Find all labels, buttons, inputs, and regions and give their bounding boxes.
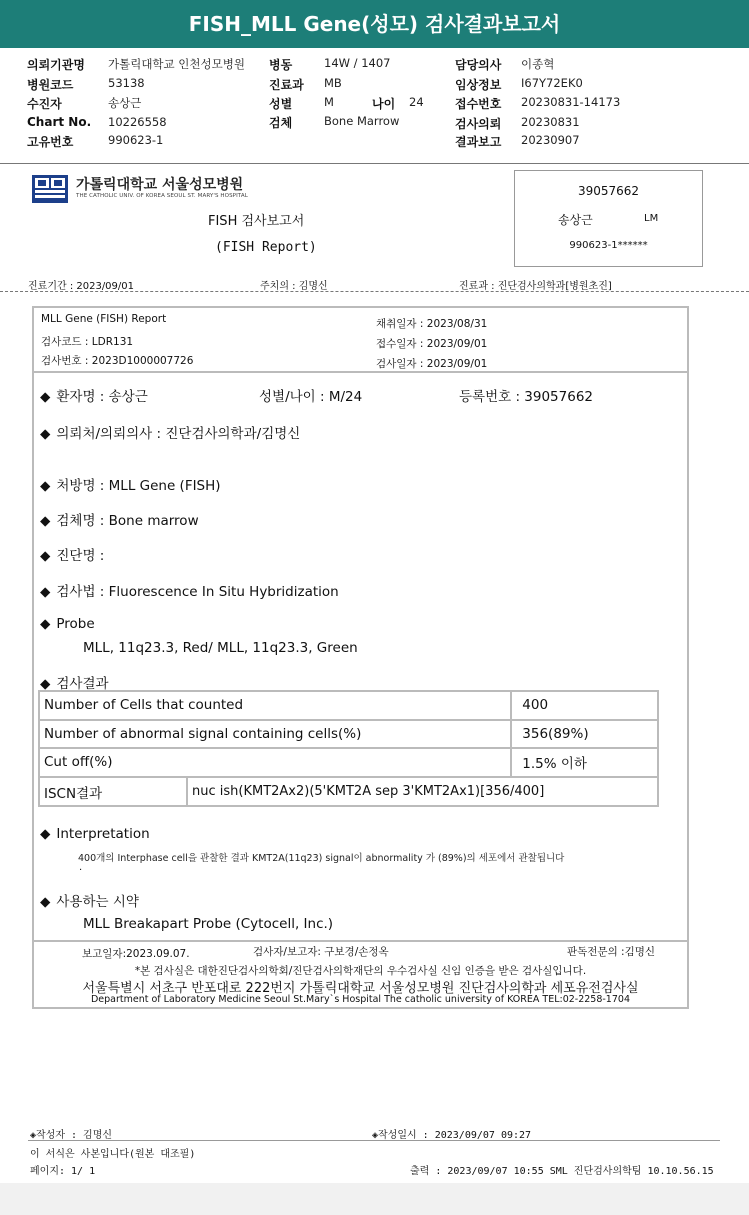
header-value: 53138 xyxy=(108,76,145,90)
diamond-icon: ◆ xyxy=(40,676,51,692)
test-date: 검사일자 : 2023/09/01 xyxy=(376,358,488,370)
patient-name-text: 환자명 : 송상근 xyxy=(56,389,148,405)
reagent-description: MLL Breakapart Probe (Cytocell, Inc.) xyxy=(83,916,334,932)
method-text: 검사법 : Fluorescence In Situ Hybridization xyxy=(56,584,339,600)
header-value: 송상근 xyxy=(108,96,142,110)
interpretation-section xyxy=(40,826,150,842)
test-number: 검사번호 : 2023D1000007726 xyxy=(41,355,194,367)
header-label: 성별 xyxy=(269,97,293,111)
diamond-icon: ◆ xyxy=(40,826,51,842)
header-label: 검체 xyxy=(269,116,293,130)
header-label: 진료과 xyxy=(269,78,304,92)
patient-name: 송상근 xyxy=(558,213,593,227)
report-meta-divider xyxy=(34,371,687,373)
diamond-icon: ◆ xyxy=(40,616,51,632)
interpretation-body: 400개의 Interphase cell을 관찰한 결과 KMT2A(11q23) signal이 abnormality 가 (89%)의 세포에서 관찰됩니다 xyxy=(78,853,565,864)
patient-code: LM xyxy=(644,213,659,224)
institution-department-en: Department of Laboratory Medicine Seoul St.Mary`s Hospital The catholic university of KOREA TEL:02-2258-1704 xyxy=(90,994,630,1005)
order-section xyxy=(40,474,221,494)
test-code: 검사코드 : LDR131 xyxy=(41,336,134,348)
table-row xyxy=(39,777,658,806)
bottom-divider xyxy=(28,1140,720,1141)
patient-id-box xyxy=(514,170,703,267)
header-label: Chart No. xyxy=(27,115,92,129)
hospital-name-en: THE CATHOLIC UNIV. OF KOREA SEOUL ST. MARY'S HOSPITAL xyxy=(76,193,248,199)
header-value: 14W / 1407 xyxy=(324,56,391,70)
specialist: 판독전문의 :김명신 xyxy=(567,946,656,958)
collect-date: 채취일자 : 2023/08/31 xyxy=(376,318,488,330)
header-label: 검사의뢰 xyxy=(455,117,502,131)
report-footer-divider xyxy=(34,940,687,942)
header-label: 병원코드 xyxy=(27,78,74,92)
institution-address: 서울특별시 서초구 반포대로 222번지 가톨릭대학교 서울성모병원 진단검사의학과 세포유전검사실 xyxy=(82,981,639,996)
report-heading-en: (FISH Report) xyxy=(215,240,317,255)
result-section xyxy=(40,672,109,692)
patient-unique-id: 990623-1****** xyxy=(569,240,648,251)
period-divider xyxy=(0,291,749,292)
header-value: 24 xyxy=(409,95,424,109)
header-label: 임상정보 xyxy=(455,78,502,92)
interpretation-text: Interpretation xyxy=(56,826,150,842)
diamond-icon: ◆ xyxy=(40,548,51,564)
reagent-text: 사용하는 시약 xyxy=(56,894,139,910)
specimen-section xyxy=(40,509,199,529)
diamond-icon: ◆ xyxy=(40,389,51,405)
testers: 검사자/보고자: 구보경/손정옥 xyxy=(253,946,389,958)
header-value: M xyxy=(324,95,334,109)
header-label: 의뢰기관명 xyxy=(27,58,85,72)
report-title-bar: FISH_MLL Gene(성모) 검사결과보고서 xyxy=(0,0,749,48)
header-label: 결과보고 xyxy=(455,135,502,149)
header-value: 가톨릭대학교 인천성모병원 xyxy=(108,57,245,71)
report-heading: FISH 검사보고서 xyxy=(208,214,305,229)
reagent-section xyxy=(40,890,139,910)
requester-section xyxy=(40,422,300,442)
diamond-icon: ◆ xyxy=(40,513,51,529)
result-label: Number of abnormal signal containing cells(%) xyxy=(39,720,511,749)
diamond-icon: ◆ xyxy=(40,584,51,600)
result-text: 검사결과 xyxy=(56,676,109,692)
bottom-strip xyxy=(0,1183,749,1215)
header-label: 담당의사 xyxy=(455,58,502,72)
header-value: MB xyxy=(324,76,342,90)
report-date: 보고일자:2023.09.07. xyxy=(82,948,190,960)
header-value: 20230907 xyxy=(521,133,580,147)
header-value: 990623-1 xyxy=(108,133,164,147)
header-value: 20230831 xyxy=(521,115,580,129)
header-label: 나이 xyxy=(372,97,396,111)
attending-doctor: 주치의 : 김명신 xyxy=(260,281,328,292)
patient-name-section xyxy=(40,385,148,405)
requester-text: 의뢰처/의뢰의사 : 진단검사의학과/김명신 xyxy=(56,426,301,442)
registration-number: 39057662 xyxy=(577,184,640,198)
diagnosis-section xyxy=(40,544,104,564)
result-value: 1.5% 이하 xyxy=(511,748,658,777)
written-at: ◈작성일시 : 2023/09/07 09:27 xyxy=(372,1130,532,1141)
author: ◈작성자 : 김명신 xyxy=(30,1130,113,1141)
result-table xyxy=(38,690,659,778)
header-label: 수진자 xyxy=(27,97,62,111)
hospital-logo-icon xyxy=(31,174,69,204)
header-value: 20230831-14173 xyxy=(521,95,621,109)
iscn-label: ISCN결과 xyxy=(39,777,187,806)
table-row xyxy=(39,720,658,749)
interpretation-dot: . xyxy=(79,862,83,873)
result-value: 400 xyxy=(511,691,658,720)
result-label: Cut off(%) xyxy=(39,748,511,777)
method-section xyxy=(40,580,339,600)
result-value: 356(89%) xyxy=(511,720,658,749)
table-row xyxy=(39,748,658,777)
iscn-value: nuc ish(KMT2Ax2)(5'KMT2A sep 3'KMT2Ax1)[356/400] xyxy=(187,777,658,806)
header-label: 고유번호 xyxy=(27,135,74,149)
probe-text: Probe xyxy=(56,616,95,632)
header-label: 병동 xyxy=(269,58,293,72)
header-value: I67Y72EK0 xyxy=(521,76,583,90)
department: 진료과 : 진단검사의학과[병원초진] xyxy=(459,281,612,292)
header-divider xyxy=(0,163,749,164)
specimen-text: 검체명 : Bone marrow xyxy=(56,513,199,529)
header-value: 10226558 xyxy=(108,115,167,129)
result-label: Number of Cells that counted xyxy=(39,691,511,720)
header-value: Bone Marrow xyxy=(324,114,400,128)
receive-date: 접수일자 : 2023/09/01 xyxy=(376,338,488,350)
copy-note: 이 서식은 사본입니다(원본 대조필) xyxy=(30,1149,196,1160)
probe-description: MLL, 11q23.3, Red/ MLL, 11q23.3, Green xyxy=(83,640,358,656)
header-label: 접수번호 xyxy=(455,97,502,111)
certification-note: *본 검사실은 대한진단검사의학회/진단검사의학재단의 우수검사실 신임 인증을 받은 검사실입니다. xyxy=(134,965,587,977)
diamond-icon: ◆ xyxy=(40,426,51,442)
report-name: MLL Gene (FISH) Report xyxy=(41,313,167,325)
diamond-icon: ◆ xyxy=(40,894,51,910)
treatment-period: 진료기간 : 2023/09/01 xyxy=(28,281,135,292)
header-value: 이종혁 xyxy=(521,57,555,71)
diamond-icon: ◆ xyxy=(40,478,51,494)
page-number: 페이지: 1/ 1 xyxy=(30,1166,96,1177)
table-row xyxy=(39,691,658,720)
probe-section xyxy=(40,616,95,632)
hospital-name: 가톨릭대학교 서울성모병원 xyxy=(76,177,244,193)
reg-number: 등록번호 : 39057662 xyxy=(459,389,594,405)
iscn-table xyxy=(38,776,659,807)
print-info: 출력 : 2023/09/07 10:55 SML 진단검사의학팀 10.10.56.15 xyxy=(410,1166,714,1177)
sex-age: 성별/나이 : M/24 xyxy=(259,389,363,405)
order-text: 처방명 : MLL Gene (FISH) xyxy=(56,478,221,494)
diagnosis-text: 진단명 : xyxy=(56,548,105,564)
